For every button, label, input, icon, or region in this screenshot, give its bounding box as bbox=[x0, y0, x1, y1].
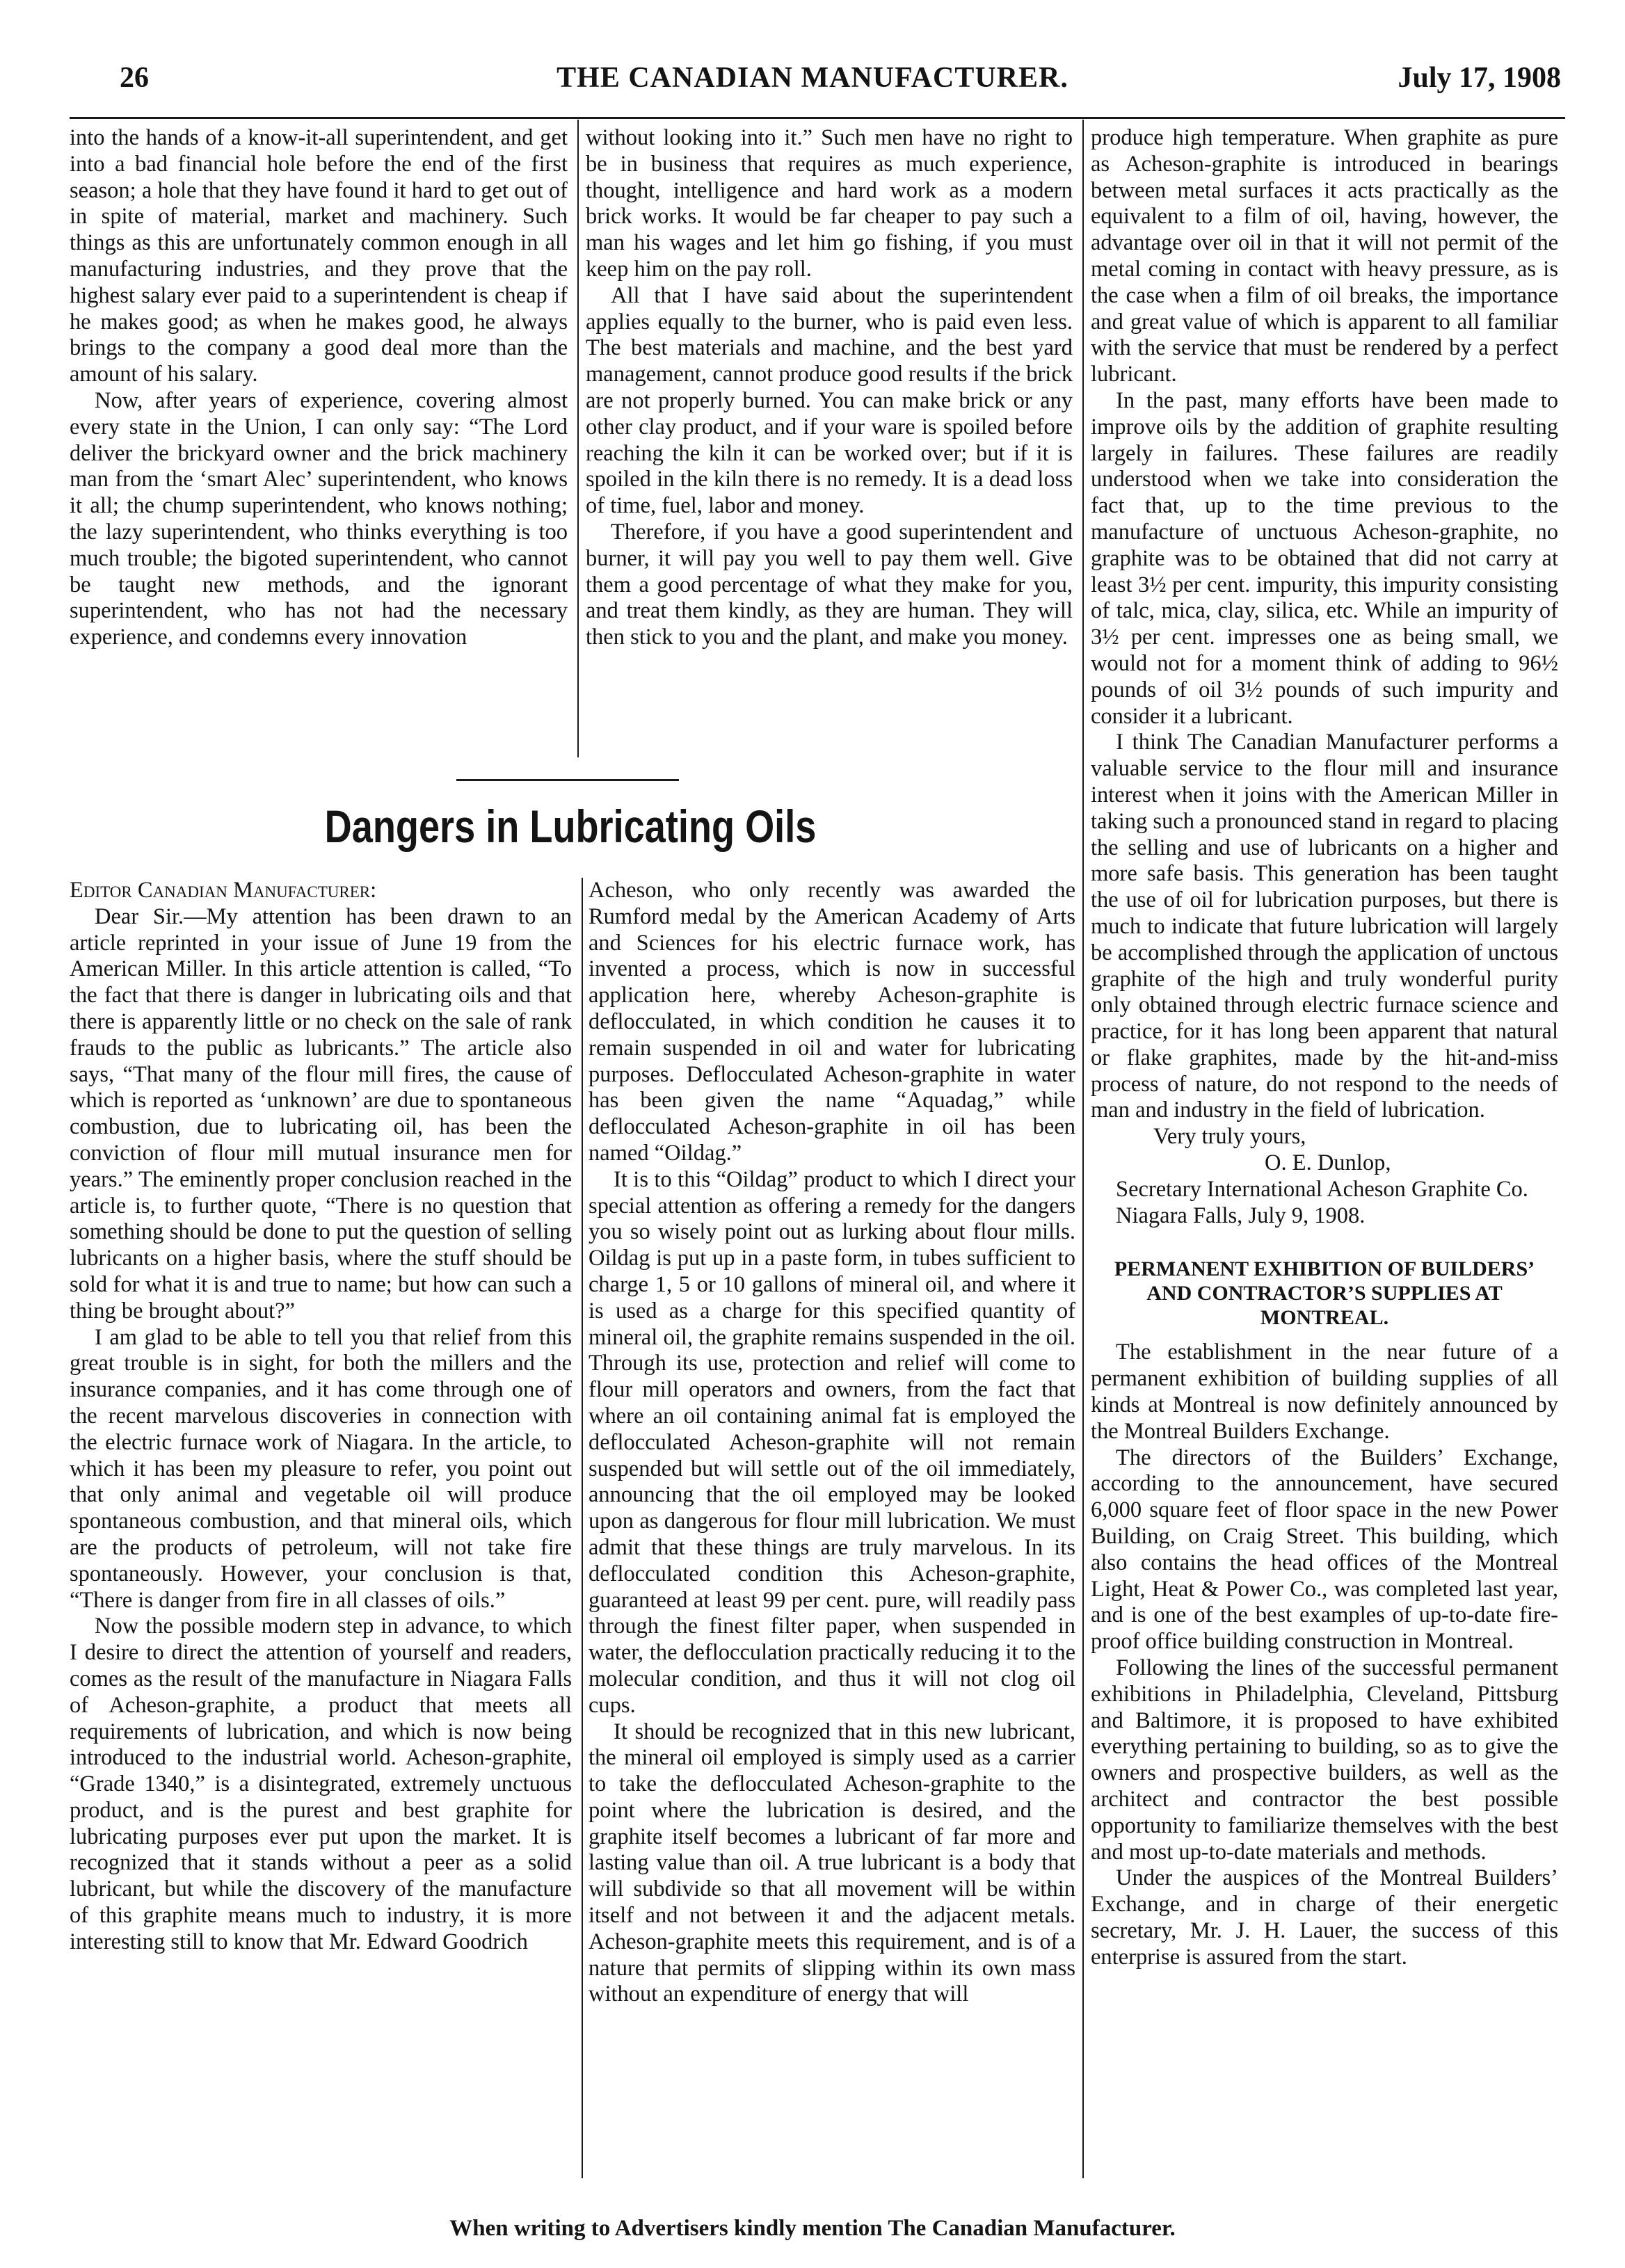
paragraph: Following the lines of the successful permanent exhibitions in Philadelphia, Cleveland, Pittsburg and Baltimore, it is proposed to have exhibited everything pertaining to building, so as to give the owners and prospective builders, as well as the architect and contractor the best possible opportunity to familiarize themselves with the best and most up-to-date materials and methods. bbox=[1091, 1655, 1558, 1865]
issue-date: July 17, 1908 bbox=[1398, 62, 1561, 94]
paragraph: Now, after years of experience, covering almost every state in the Union, I can only say: “The Lord deliver the brickyard owner and the brick machinery man from the ‘smart Alec’ superintendent, who knows it all; the chump superintendent, who knows nothing; the lazy superintendent, who thinks everything is too much trouble; the bigoted superintendent, who cannot be taught new methods, and the ignorant superintendent, who has not had the necessary experience, and condemns every innovation bbox=[70, 387, 568, 650]
column-rule-top-1 bbox=[577, 120, 579, 757]
column-rule-main bbox=[582, 878, 583, 2178]
paragraph: In the past, many efforts have been made to improve oils by the addition of graphite resulting largely in failures. These failures are readily understood when we take into consideration the fact that, up to the time previous to the manufacture of unctuous Acheson-graphite, no graphite was to be obtained that did not carry at least 3½ per cent. impurity, this impurity consisting of talc, mica, clay, silica, etc. While an impurity of 3½ per cent. impresses one as being small, we would not for a moment think of adding to 96½ pounds of oil 3½ pounds of such impurity and consider it a lubricant. bbox=[1091, 387, 1558, 729]
paragraph: Therefore, if you have a good superintendent and burner, it will pay you well to pay them well. Give them a good percentage of what they make for you, and treat them kindly, as they are human. They will then stick to you and the plant, and make you money. bbox=[586, 519, 1073, 650]
article-headline: Dangers in Lubricating Oils bbox=[324, 801, 817, 852]
main-article-column-2 bbox=[589, 878, 1075, 2178]
section-heading: PERMANENT EXHIBITION OF BUILDERS’ AND CONTRACTOR’S SUPPLIES AT MONTREAL. bbox=[1114, 1257, 1535, 1330]
top-article-column-2 bbox=[586, 125, 1073, 755]
paragraph: All that I have said about the superintendent applies equally to the burner, who is paid even less. The best materials and machine, and the best yard management, cannot produce good results if the brick are not properly burned. You can make brick or any other clay product, and if your ware is spoiled before reaching the kiln it can be worked over; but if it is spoiled in the kiln there is no remedy. It is a dead loss of time, fuel, labor and money. bbox=[586, 282, 1073, 519]
right-column bbox=[1091, 125, 1558, 2178]
paragraph: produce high temperature. When graphite as pure as Acheson-graphite is introduced in bearings between metal surfaces it acts practically as the equivalent to a film of oil, having, however, the advantage over oil in that it will not permit of the metal coming in contact with heavy pressure, as is the case when a film of oil breaks, the importance and great value of which is apparent to all familiar with the service that must be rendered by a perfect lubricant. bbox=[1091, 125, 1558, 387]
paragraph: The establishment in the near future of a permanent exhibition of building supplies of all kinds at Montreal is now definitely announced by the Montreal Builders Exchange. bbox=[1091, 1340, 1558, 1444]
paragraph: into the hands of a know-it-all superintendent, and get into a bad financial hole before the end of the first season; a hole that they have found it hard to get out of in spite of material, market and machinery. Such things as this are unfortunately common enough in all manufacturing industries, and they prove that the highest salary ever paid to a superintendent is cheap if he makes good; as when he makes good, he always brings to the company a good deal more than the amount of his salary. bbox=[70, 125, 568, 387]
paragraph: Acheson, who only recently was awarded the Rumford medal by the American Academy of Arts and Sciences for his electric furnace work, has invented a process, which is now in successful application here, whereby Acheson-graphite is deflocculated, in which condition he causes it to remain suspended in oil and water for lubricating purposes. Deflocculated Acheson-graphite in water has been given the name “Aquadag,” while deflocculated Acheson-graphite in oil has been named “Oildag.” bbox=[589, 878, 1075, 1166]
paragraph: The directors of the Builders’ Exchange, according to the announcement, have secured 6,000 square feet of floor space in the new Power Building, on Craig Street. This building, which also contains the head offices of the Montreal Light, Heat & Power Co., was completed last year, and is one of the best examples of up-to-date fire-proof office building construction in Montreal. bbox=[1091, 1445, 1558, 1655]
paragraph: It should be recognized that in this new lubricant, the mineral oil employed is simply used as a carrier to take the deflocculated Acheson-graphite to the point where the lubrication is desired, and the graphite itself becomes a lubricant of far more and lasting value than oil. A true lubricant is a body that will subdivide so that all movement will be within itself and not between it and the adjacent metals. Acheson-graphite meets this requirement, and is of a nature that permits of slipping within its own mass without an expenditure of energy that will bbox=[589, 1719, 1075, 2007]
paragraph: It is to this “Oildag” product to which I direct your special attention as offering a remedy for the dangers you so wisely point out as lurking about flour mills. Oildag is put up in a paste form, in tubes sufficient to charge 1, 5 or 10 gallons of mineral oil, and where it is used as a charge for this specified quantity of mineral oil, the graphite remains suspended in the oil. Through its use, protection and relief will come to flour mill operators and owners, from the fact that where an oil containing animal fat is employed the deflocculated Acheson-graphite will not remain suspended but will settle out of the oil immediately, announcing that the oil employed may be looked upon as dangerous for flour mill lubrication. We must admit that these things are truly marvelous. In its deflocculated condition this Acheson-graphite, guaranteed at least 99 per cent. pure, will readily pass through the finest filter paper, when suspended in water, the deflocculation practically reducing it to the molecular condition, and thus it will not clog oil cups. bbox=[589, 1166, 1075, 1718]
top-article-column-1 bbox=[70, 125, 568, 755]
page-number: 26 bbox=[120, 62, 149, 94]
header-rule bbox=[70, 117, 1565, 119]
main-article-column-1 bbox=[70, 878, 572, 2178]
signer-title: Secretary International Acheson Graphite Co. bbox=[1116, 1176, 1528, 1202]
paragraph: Now the possible modern step in advance, to which I desire to direct the attention of yourself and readers, comes as the result of the manufacture in Niagara Falls of Acheson-graphite, a product that meets all requirements of lubrication, and which is now being introduced to the industrial world. Acheson-graphite, “Grade 1340,” is a disintegrated, extremely unctuous product, and is the purest and best graphite for lubricating purposes ever put upon the market. It is recognized that it stands without a peer as a solid lubricant, but while the discovery of the manufacture of this graphite means much to industry, it is more interesting still to know that Mr. Edward Goodrich bbox=[70, 1614, 572, 1954]
letter-signer: O. E. Dunlop, bbox=[1265, 1150, 1391, 1176]
headline-rule bbox=[456, 779, 679, 781]
paragraph: I am glad to be able to tell you that relief from this great trouble is in sight, for both the millers and the insurance companies, and it has come through one of the recent marvelous discoveries in connection with the electric furnace work of Niagara. In the article, to which it has been my pleasure to refer, you point out that only animal and vegetable oil will produce spontaneous combustion, and that mineral oils, which are the products of petroleum, will not take fire spontaneously. However, your conclusion is that, “There is danger from fire in all classes of oils.” bbox=[70, 1324, 572, 1613]
column-rule-right bbox=[1082, 120, 1084, 2178]
paragraph: I think The Canadian Manufacturer performs a valuable service to the flour mill and insurance interest when it joins with the American Miller in taking such a pronounced stand in regard to placing the selling and use of lubricants on a higher and more safe basis. This generation has been taught the use of oil for lubrication purposes, but there is much to indicate that future lubrication will largely be accomplished through the application of unctous graphite of the high and truly wonderful purity only obtained through electric furnace science and practice, for it has long been apparent that natural or flake graphites, made by the hit-and-miss process of nature, do not respond to the needs of man and industry in the field of lubrication. bbox=[1091, 730, 1558, 1123]
salutation: Editor Canadian Manufacturer: bbox=[70, 878, 377, 903]
letter-closing: Very truly yours, bbox=[1153, 1124, 1306, 1150]
paragraph: Dear Sir.—My attention has been drawn to an article reprinted in your issue of June 19 from the American Miller. In this article attention is called, “To the fact that there is danger in lubricating oils and that there is apparently little or no check on the sale of rank frauds to the public as lubricants.” The article also says, “That many of the flour mill fires, the cause of which is reported as ‘unknown’ are due to spontaneous combustion, due to lubricating oil, has been the conviction of flour mill mutual insurance men for years.” The eminently proper conclusion reached in the article is, to further quote, “There is no question that something should be done to put the question of selling lubricants on a higher basis, where the stuff should be sold for what it is and true to name; but how can such a thing be brought about?” bbox=[70, 903, 572, 1324]
advertiser-note: When writing to Advertisers kindly mention The Canadian Manufacturer. bbox=[449, 2216, 1176, 2241]
publication-title: THE CANADIAN MANUFACTURER. bbox=[557, 62, 1068, 94]
paragraph: without looking into it.” Such men have no right to be in business that requires as much experience, thought, intelligence and hard work as a modern brick works. It would be far cheaper to pay such a man his wages and let him go fishing, if you must keep him on the pay roll. bbox=[586, 125, 1073, 282]
paragraph: Under the auspices of the Montreal Builders’ Exchange, and in charge of their energetic secretary, Mr. J. H. Lauer, the success of this enterprise is assured from the start. bbox=[1091, 1865, 1558, 1970]
letter-dateline: Niagara Falls, July 9, 1908. bbox=[1116, 1203, 1366, 1228]
